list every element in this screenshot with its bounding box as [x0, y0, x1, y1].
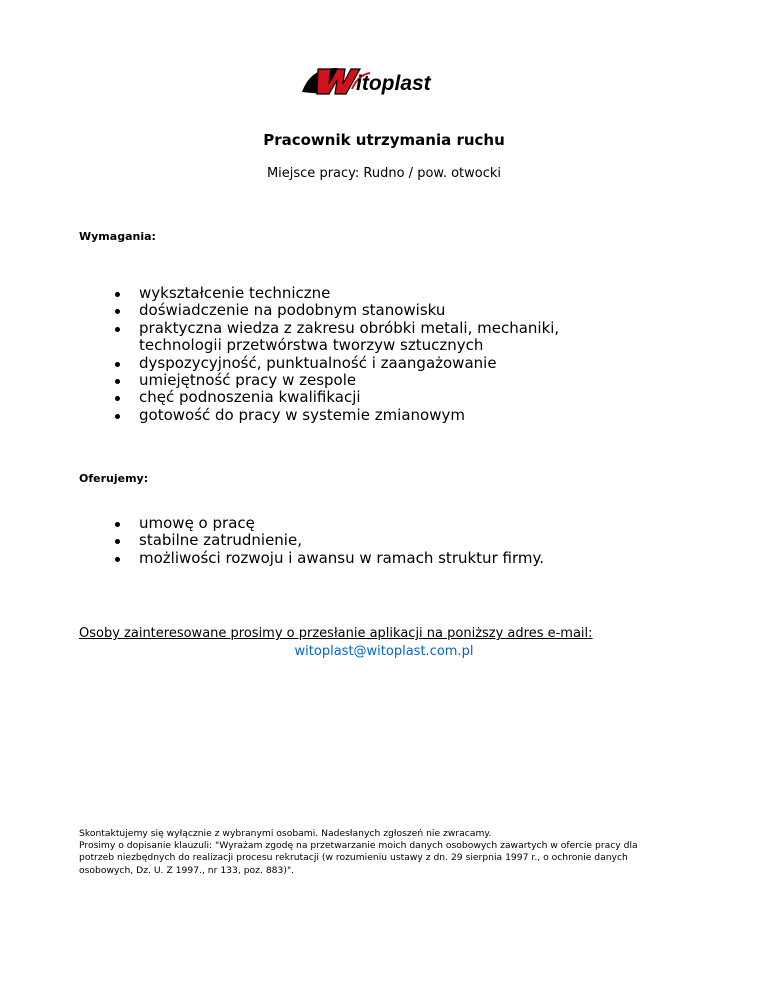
logo-w-mark	[317, 69, 360, 94]
list-item: doświadczenie na podobnym stanowisku	[113, 302, 593, 319]
list-item: umiejętność pracy w zespole	[113, 372, 593, 389]
requirements-list	[113, 285, 593, 424]
list-item: wykształcenie techniczne	[113, 285, 593, 302]
list-item: gotowość do pracy w systemie zmianowym	[113, 407, 593, 424]
list-item: dyspozycyjność, punktualność i zaangażowanie	[113, 355, 593, 372]
footer-consent-clause: Prosimy o dopisanie klauzuli: "Wyrażam zgodę na przetwarzanie moich danych osobowych zawartych w ofercie pracy dla potrzeb niezbędnych do realizacji procesu rekrutacji (w rozumieniu ustawy z dn. 29 sierpnia 1997 r., o ochronie danych osobowych, Dz. U. Z 1997., nr 133, poz. 883)".	[79, 840, 638, 876]
footer-contact-note: Skontaktujemy się wyłącznie z wybranymi osobami. Nadesłanych zgłoszeń nie zwracamy.	[79, 828, 492, 839]
contact-instructions: Osoby zainteresowane prosimy o przesłanie aplikacji na poniższy adres e-mail:	[79, 626, 593, 641]
email-link[interactable]: witoplast@witoplast.com.pl	[294, 644, 474, 659]
list-item: możliwości rozwoju i awansu w ramach struktur firmy.	[113, 550, 593, 567]
job-title: Pracownik utrzymania ruchu	[263, 131, 505, 149]
offer-heading: Oferujemy:	[79, 472, 149, 485]
job-location: Miejsce pracy: Rudno / pow. otwocki	[266, 166, 502, 181]
requirements-heading: Wymagania:	[79, 230, 156, 243]
witoplast-logo-graphic	[300, 65, 450, 97]
list-item: umowę o pracę	[113, 515, 593, 532]
offer-list	[113, 515, 593, 567]
list-item: stabilne zatrudnienie,	[113, 532, 593, 549]
list-item: praktyczna wiedza z zakresu obróbki metali, mechaniki, technologii przetwórstwa tworzyw sztucznych	[113, 320, 593, 355]
footer-notes	[79, 828, 659, 877]
logo-wordmark: itoplast	[356, 72, 431, 95]
company-logo	[300, 65, 450, 97]
list-item: chęć podnoszenia kwalifikacji	[113, 389, 593, 406]
